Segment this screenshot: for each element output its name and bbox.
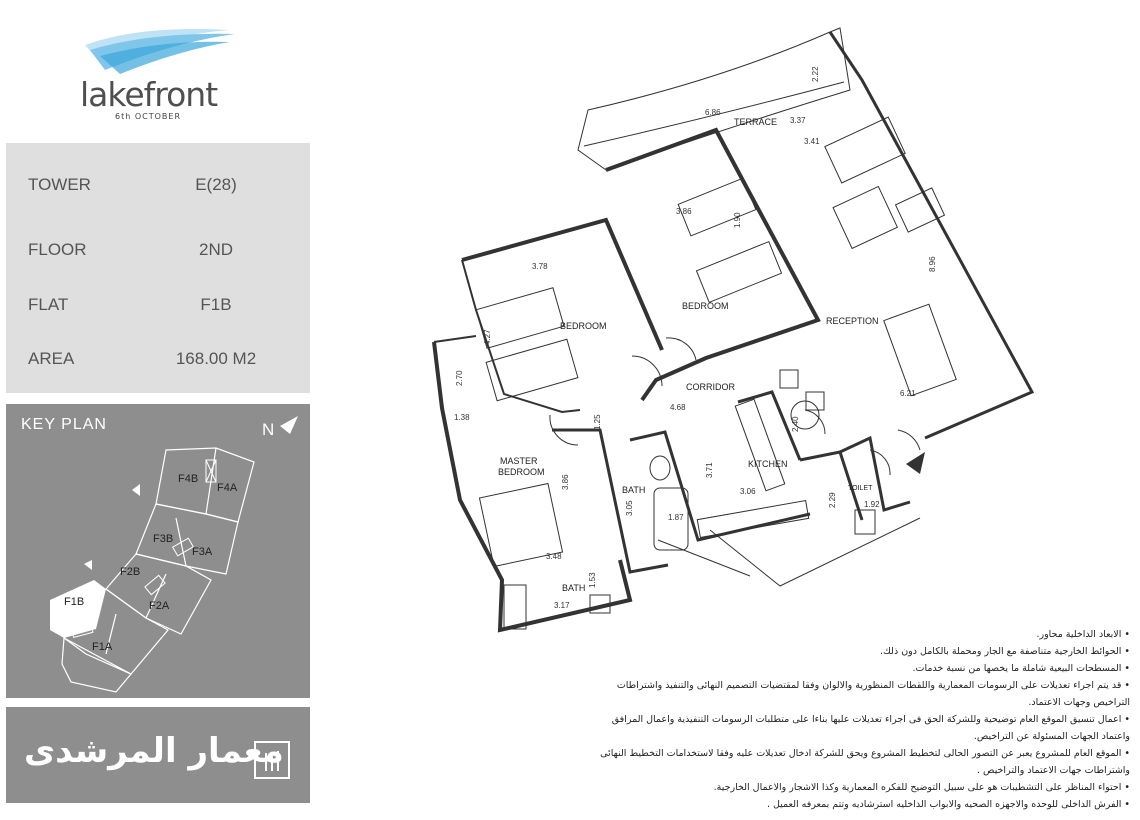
key-unit-label: F1B xyxy=(64,596,85,608)
dimension-label: 2.29 xyxy=(828,492,837,508)
dimension-label: 3.78 xyxy=(532,262,548,271)
note-line: • الفرش الداخلى للوحده والاجهزه الصحيه والابواب الداخليه استرشاديه وتتم بمعرفه العميل . xyxy=(766,799,1130,810)
key-unit-label: F1A xyxy=(92,641,113,653)
key-unit-label: F4A xyxy=(217,482,238,494)
info-value: F1B xyxy=(200,295,232,314)
key-plan-title: KEY PLAN xyxy=(21,416,107,433)
note-line: واعتماد الجهات المسئولة عن التراخيص. xyxy=(973,731,1130,742)
left-panel xyxy=(0,0,320,820)
dimension-label: 2.40 xyxy=(791,416,800,432)
note-line: • الموقع العام للمشروع يعبر عن التصور الحالى لتخطيط المشروع ويحق للشركة ادخال تعديلات عليه وفقا لاستخدامات التخطيط النهائى xyxy=(600,748,1130,759)
wave-logo-icon xyxy=(80,20,240,75)
dimension-label: 1.92 xyxy=(864,500,880,509)
dimension-label: 3.41 xyxy=(804,137,820,146)
room-label: KITCHEN xyxy=(748,459,788,469)
info-label: FLOOR xyxy=(28,240,87,259)
info-label: AREA xyxy=(28,349,75,368)
info-value: 2ND xyxy=(198,240,233,259)
dimension-label: 3.48 xyxy=(546,552,562,561)
dimension-label: 3.17 xyxy=(554,601,570,610)
logo-subtitle: 6th OCTOBER xyxy=(115,112,182,121)
info-label: FLAT xyxy=(28,295,69,314)
highlighted-unit-shape xyxy=(50,580,106,638)
dimension-label: 1.90 xyxy=(733,212,742,228)
info-row-floor xyxy=(6,240,310,270)
note-line: • احتواء المناظر على التشطيبات هو على سبيل التوضيح للفكره المعمارية وكذا الاشجار والاعمال الخارجية. xyxy=(713,782,1130,793)
developer-brand-panel xyxy=(6,707,310,803)
room-label: BEDROOM xyxy=(498,467,545,477)
dimension-label: 3.06 xyxy=(740,487,756,496)
room-label: TERRACE xyxy=(734,117,778,127)
info-row-tower xyxy=(6,175,310,205)
key-plan-panel xyxy=(6,404,310,698)
dimension-label: 4.27 xyxy=(483,329,492,345)
info-row-flat xyxy=(6,295,310,325)
info-row-area xyxy=(6,349,310,379)
room-label: MASTER xyxy=(500,456,538,466)
room-label: TOILET xyxy=(848,485,873,492)
room-label: BEDROOM xyxy=(560,321,607,331)
info-value: 168.00 M2 xyxy=(175,349,257,368)
info-value: E(28) xyxy=(195,175,237,194)
note-line: • الحوائط الخارجية متناصفة مع الجار ومحملة بالكامل دون ذلك. xyxy=(880,646,1130,657)
dimension-label: 3.37 xyxy=(790,116,806,125)
developer-logo-icon xyxy=(254,741,290,779)
dimension-label: 1.38 xyxy=(454,413,470,422)
dimension-label: 1.87 xyxy=(668,513,684,522)
room-label: BEDROOM xyxy=(682,301,729,311)
key-plan-map xyxy=(6,404,310,698)
developer-name: معمار المرشدى xyxy=(24,731,284,771)
unit-info-box xyxy=(6,143,310,393)
dimension-label: 3.86 xyxy=(561,474,570,490)
dimension-label: 1.53 xyxy=(588,572,597,588)
dimension-label: 3.05 xyxy=(625,500,634,516)
key-unit-label: F4B xyxy=(178,473,199,485)
room-label: RECEPTION xyxy=(826,316,879,326)
dimension-label: 6.86 xyxy=(705,108,721,117)
dimension-label: 3.86 xyxy=(676,207,692,216)
north-label: N xyxy=(262,420,275,439)
room-label: BATH xyxy=(622,485,646,495)
key-unit-label: F3B xyxy=(153,533,174,545)
dimension-label: 6.21 xyxy=(900,389,916,398)
key-unit-label: F2A xyxy=(149,600,170,612)
room-label: CORRIDOR xyxy=(686,382,735,392)
dimension-label: 3.71 xyxy=(705,462,714,478)
dimension-label: 2.22 xyxy=(811,66,820,82)
note-line: • قد يتم اجراء تعديلات على الرسومات المعمارية واللقطات المنظورية والالوان وفقا لمقتضيات التصميم النهائى والتنفيذ واشتراطات xyxy=(616,680,1130,691)
floor-plan xyxy=(420,20,1040,640)
notes-block xyxy=(430,626,1130,813)
note-line: واشتراطات جهات الاعتماد والتراخيص . xyxy=(977,765,1130,776)
key-unit-label: F2B xyxy=(120,566,141,578)
dimension-label: 1.25 xyxy=(593,414,602,430)
logo-name: lakefront xyxy=(80,75,218,114)
note-line: • المسطحات البيعية شاملة ما يخصها من نسبة خدمات. xyxy=(912,663,1130,674)
lakefront-logo xyxy=(70,20,250,130)
key-unit-label: F3A xyxy=(192,546,213,558)
note-line: • اعمال تنسيق الموقع العام توضيحية وللشركة الحق فى اجراء تعديلات عليها بناءا على متطلبات الرسومات التنفيذية واعمال المرافق xyxy=(611,714,1130,725)
note-line: • الابعاد الداخلية محاور. xyxy=(1036,629,1130,640)
room-label: BATH xyxy=(562,583,586,593)
info-label: TOWER xyxy=(28,175,91,194)
note-line: التراخيص وجهات الاعتماد. xyxy=(1028,697,1130,708)
dimension-label: 2.70 xyxy=(455,370,464,386)
dimension-label: 8.96 xyxy=(928,256,937,272)
dimension-label: 4.68 xyxy=(670,403,686,412)
entrance-arrow-icon xyxy=(906,452,925,474)
